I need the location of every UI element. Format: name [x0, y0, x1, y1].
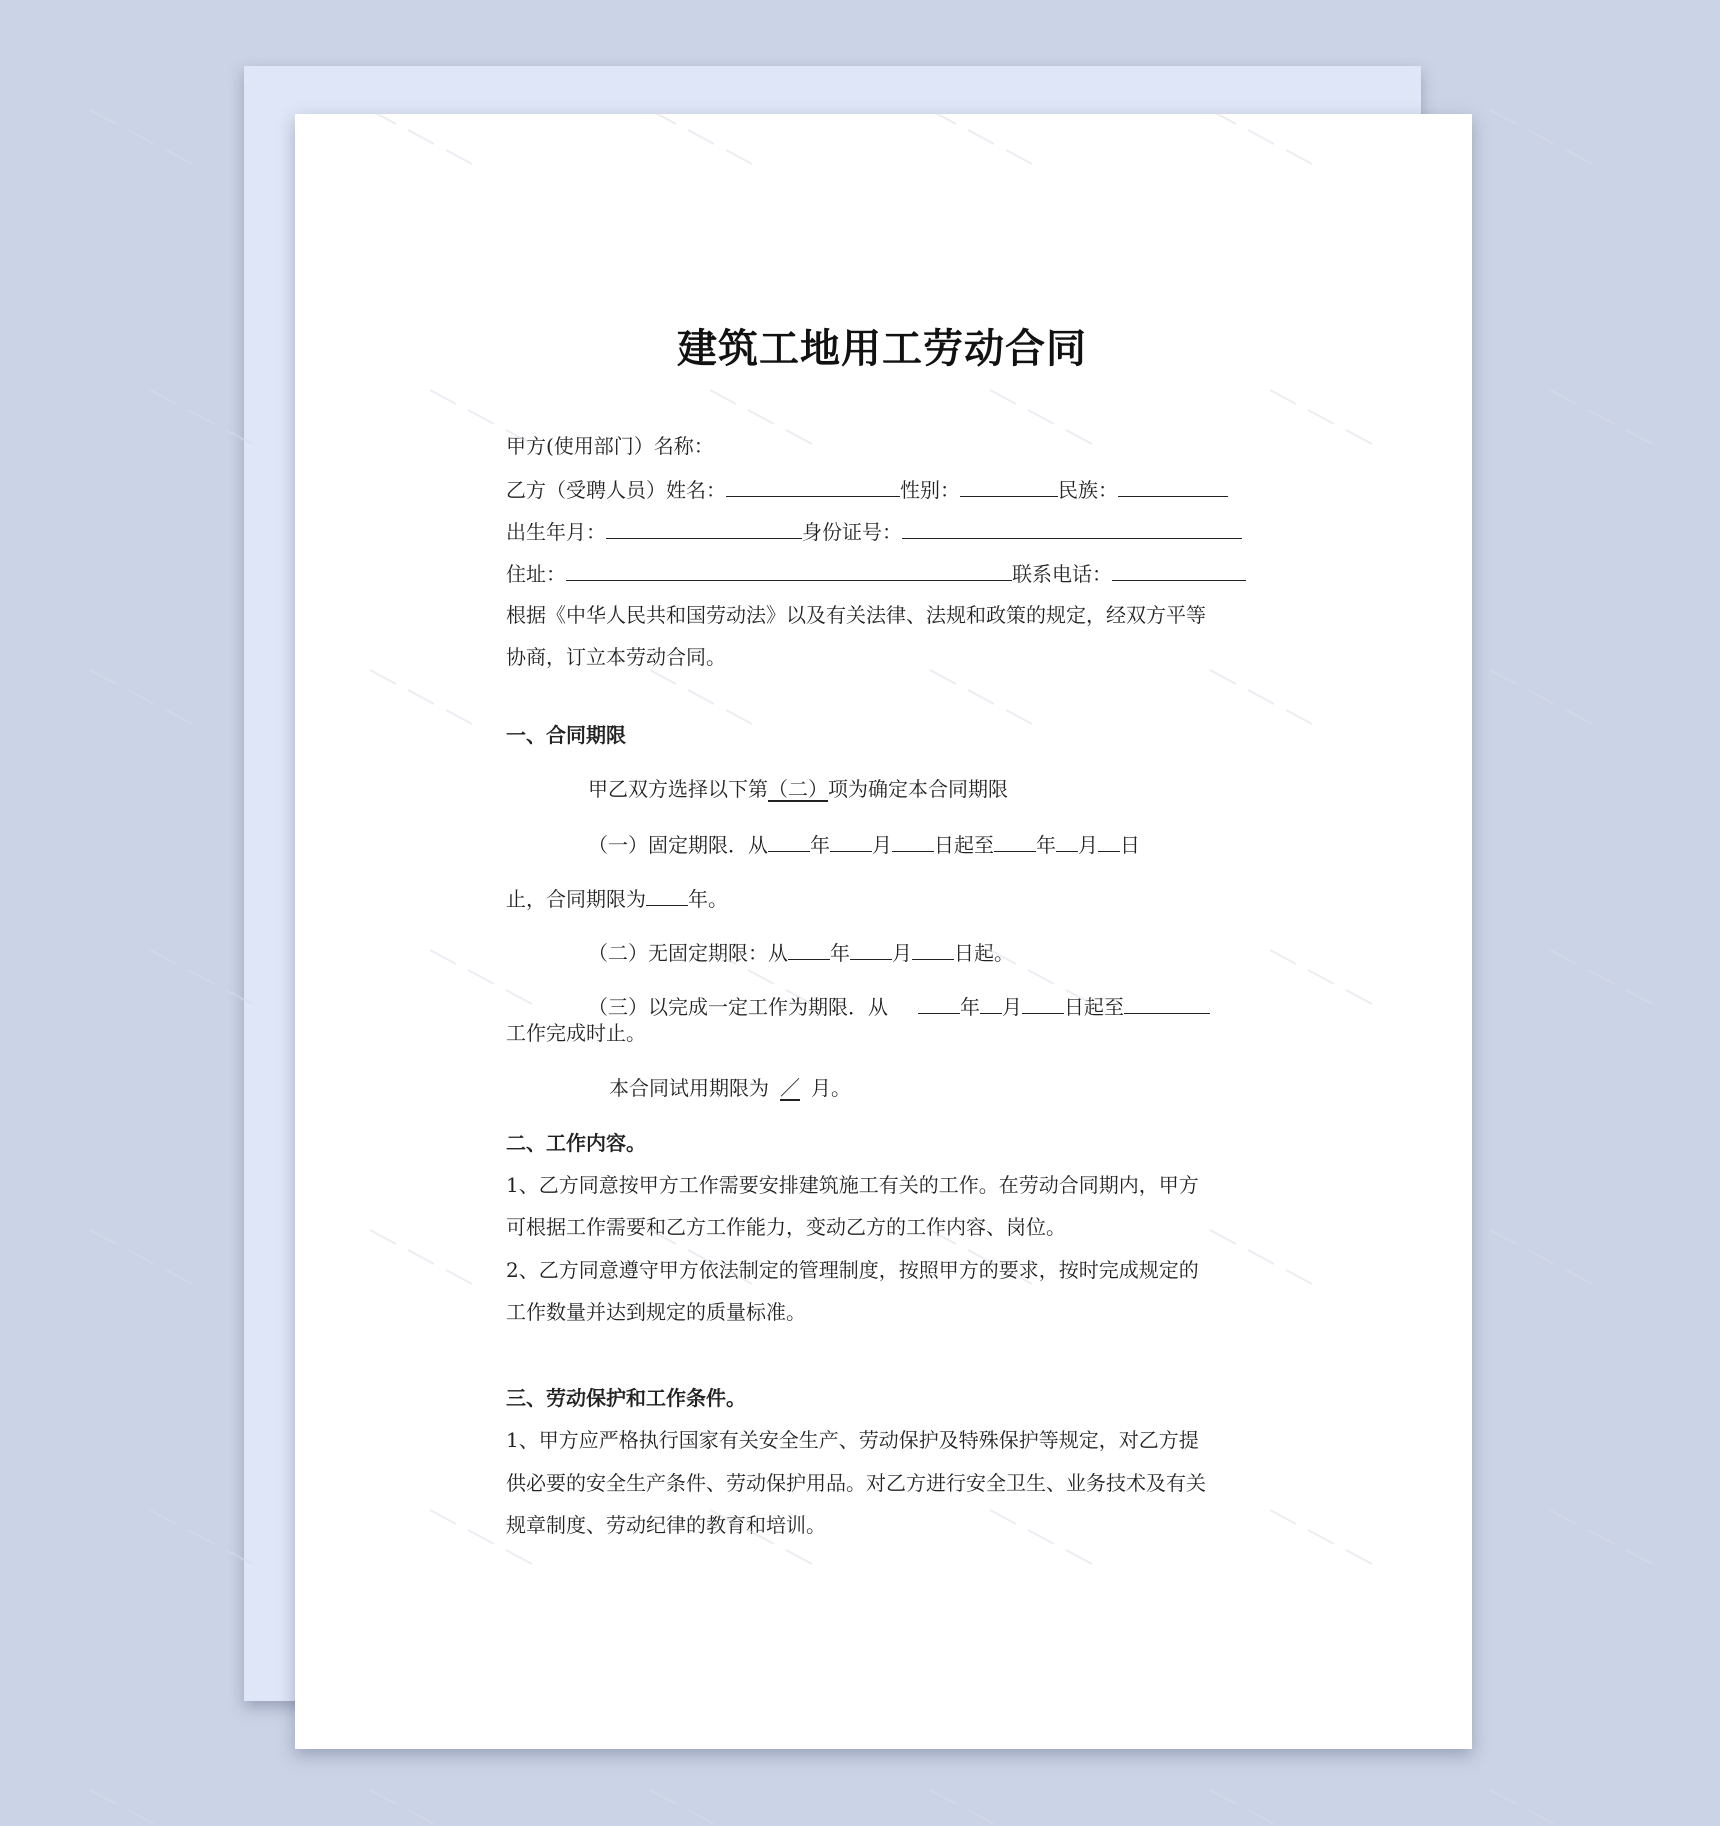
fixed-end-month-blank: [1056, 829, 1078, 852]
open-day-blank: [912, 937, 954, 960]
watermark-stroke: [90, 110, 116, 124]
fixed-day-from-label: 日起至: [934, 833, 994, 857]
term-choice-value: （二）: [768, 777, 828, 801]
term-choice-line: [588, 775, 1008, 803]
watermark-stroke: [1550, 950, 1576, 964]
watermark-stroke: [1588, 410, 1614, 424]
watermark-stroke: [1626, 430, 1652, 444]
fixed-month-label: 月: [872, 833, 892, 857]
birth-id-line: [506, 516, 1242, 546]
watermark-stroke: [1626, 1550, 1652, 1564]
open-month-label: 月: [892, 941, 912, 965]
preamble-line-2: 协商，订立本劳动合同。: [506, 645, 726, 669]
watermark-stroke: [90, 1790, 116, 1804]
address-phone-line: [506, 558, 1246, 588]
watermark-stroke: [1588, 970, 1614, 984]
watermark-stroke: [188, 410, 214, 424]
document-title: 建筑工地用工劳动合同: [677, 325, 1087, 372]
watermark-stroke: [1528, 1250, 1554, 1264]
watermark-stroke: [930, 1790, 956, 1804]
watermark-stroke: [1528, 1810, 1554, 1824]
term-choice-suffix: 项为确定本合同期限: [828, 777, 1008, 801]
open-term-line: [588, 937, 1014, 967]
watermark-stroke: [1566, 150, 1592, 164]
birth-label: 出生年月：: [506, 520, 606, 544]
party-a-line: [506, 432, 714, 460]
watermark-stroke: [650, 1790, 676, 1804]
fixed-day-blank: [892, 829, 934, 852]
watermark-stroke: [90, 670, 116, 684]
watermark-stroke: [1490, 110, 1516, 124]
probation-value: ／: [780, 1076, 800, 1100]
fixed-end-day-label: 日: [1120, 833, 1140, 857]
watermark-stroke: [150, 950, 176, 964]
term-choice-text: 甲乙双方选择以下第: [588, 777, 768, 801]
birth-blank: [606, 516, 802, 539]
watermark-stroke: [408, 1810, 434, 1824]
fixed-month-blank: [830, 829, 872, 852]
watermark-stroke: [188, 970, 214, 984]
watermark-stroke: [688, 1810, 714, 1824]
watermark-stroke: [150, 390, 176, 404]
phone-blank: [1112, 558, 1246, 581]
task-year-label: 年: [960, 995, 980, 1019]
section-2-p2-line-2: 工作数量并达到规定的质量标准。: [506, 1300, 806, 1324]
fixed-year-blank: [768, 829, 810, 852]
probation-line: [609, 1074, 851, 1102]
watermark-stroke: [1550, 390, 1576, 404]
fixed-duration-blank: [646, 883, 688, 906]
address-blank: [566, 558, 1012, 581]
section-3-p1-line-1: 1、甲方应严格执行国家有关安全生产、劳动保护及特殊保护等规定，对乙方提: [506, 1428, 1199, 1452]
watermark-stroke: [128, 1810, 154, 1824]
watermark-stroke: [1626, 990, 1652, 1004]
watermark-stroke: [1566, 710, 1592, 724]
phone-label: 联系电话：: [1012, 562, 1112, 586]
watermark-stroke: [128, 690, 154, 704]
address-label: 住址：: [506, 562, 566, 586]
fixed-duration-year: 年。: [688, 887, 728, 911]
watermark-stroke: [1248, 1810, 1274, 1824]
watermark-stroke: [166, 150, 192, 164]
task-term-cont: 工作完成时止。: [506, 1021, 646, 1045]
section-3-heading: 三、劳动保护和工作条件。: [506, 1386, 746, 1410]
watermark-stroke: [166, 1270, 192, 1284]
section-2-p1-line-1: 1、乙方同意按甲方工作需要安排建筑施工有关的工作。在劳动合同期内，甲方: [506, 1173, 1199, 1197]
task-end-blank: [1124, 991, 1210, 1014]
probation-suffix: 月。: [811, 1076, 851, 1100]
section-2-p1-line-2: 可根据工作需要和乙方工作能力，变动乙方的工作内容、岗位。: [506, 1215, 1066, 1239]
ethnicity-label: 民族：: [1058, 478, 1118, 502]
open-year-label: 年: [830, 941, 850, 965]
document-page: [295, 114, 1472, 1749]
fixed-end-year-blank: [994, 829, 1036, 852]
probation-lead: 本合同试用期限为: [609, 1076, 769, 1100]
task-year-blank: [918, 991, 960, 1014]
open-term-lead: （二）无固定期限：从: [588, 941, 788, 965]
name-blank: [726, 474, 900, 497]
watermark-stroke: [1210, 1790, 1236, 1804]
fixed-end-year-label: 年: [1036, 833, 1056, 857]
fixed-year-label: 年: [810, 833, 830, 857]
open-day-label: 日起。: [954, 941, 1014, 965]
gender-label: 性别：: [900, 478, 960, 502]
watermark-stroke: [128, 1250, 154, 1264]
task-day-blank: [1022, 991, 1064, 1014]
ethnicity-blank: [1118, 474, 1228, 497]
section-1-heading: 一、合同期限: [506, 723, 626, 747]
watermark-stroke: [1528, 690, 1554, 704]
party-b-name-label: 乙方（受聘人员）姓名：: [506, 478, 726, 502]
watermark-stroke: [370, 1790, 396, 1804]
section-2-heading: 二、工作内容。: [506, 1131, 646, 1155]
task-month-blank: [980, 991, 1002, 1014]
watermark-stroke: [968, 1810, 994, 1824]
open-year-blank: [788, 937, 830, 960]
watermark-stroke: [1566, 1270, 1592, 1284]
fixed-term-lead: （一）固定期限．从: [588, 833, 768, 857]
fixed-term-line: [588, 829, 1140, 859]
watermark-stroke: [1490, 670, 1516, 684]
watermark-stroke: [1490, 1790, 1516, 1804]
section-2-p2-line-1: 2、乙方同意遵守甲方依法制定的管理制度，按照甲方的要求，按时完成规定的: [506, 1258, 1199, 1282]
id-blank: [902, 516, 1242, 539]
task-day-to-label: 日起至: [1064, 995, 1124, 1019]
fixed-term-cont: 止，合同期限为: [506, 887, 646, 911]
gender-blank: [960, 474, 1058, 497]
watermark-stroke: [1588, 1530, 1614, 1544]
watermark-stroke: [1528, 130, 1554, 144]
preamble-line-1: 根据《中华人民共和国劳动法》以及有关法律、法规和政策的规定，经双方平等: [506, 603, 1206, 627]
fixed-end-day-blank: [1098, 829, 1120, 852]
watermark-stroke: [1490, 1230, 1516, 1244]
party-a-label: 甲方(使用部门）名称：: [506, 434, 714, 458]
watermark-stroke: [128, 130, 154, 144]
open-month-blank: [850, 937, 892, 960]
id-label: 身份证号：: [802, 520, 902, 544]
fixed-end-month-label: 月: [1078, 833, 1098, 857]
party-b-line: [506, 474, 1228, 504]
watermark-stroke: [188, 1530, 214, 1544]
task-term-lead: （三）以完成一定工作为期限．从: [588, 995, 888, 1019]
fixed-term-cont-line: [506, 883, 728, 913]
watermark-stroke: [90, 1230, 116, 1244]
watermark-stroke: [166, 710, 192, 724]
watermark-stroke: [1550, 1510, 1576, 1524]
watermark-stroke: [150, 1510, 176, 1524]
section-3-p1-line-3: 规章制度、劳动纪律的教育和培训。: [506, 1513, 826, 1537]
task-month-label: 月: [1002, 995, 1022, 1019]
task-term-line: [588, 991, 1210, 1021]
section-3-p1-line-2: 供必要的安全生产条件、劳动保护用品。对乙方进行安全卫生、业务技术及有关: [506, 1471, 1206, 1495]
